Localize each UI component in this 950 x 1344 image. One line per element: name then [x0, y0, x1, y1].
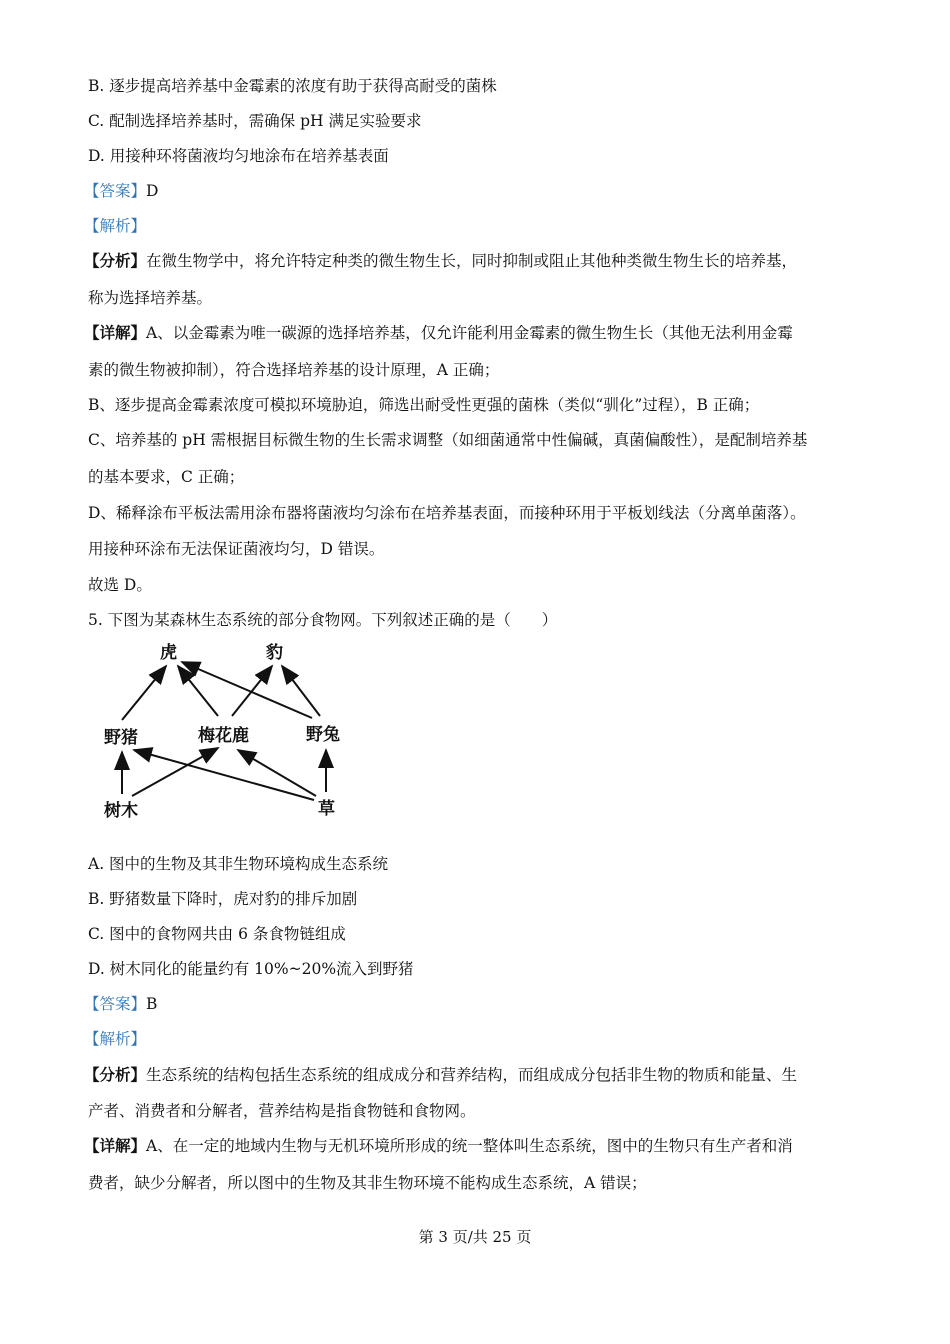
food-web-diagram	[95, 635, 375, 825]
detail-text: A、在一定的地域内生物与无机环境所形成的统一整体叫生态系统，图中的生物只有生产者和消	[146, 1137, 793, 1155]
q4-detail-line: 用接种环涂布无法保证菌液均匀，D 错误。	[88, 540, 385, 558]
answer-value: D	[146, 182, 159, 200]
node-rabbit: 野兔	[306, 725, 340, 745]
q4-option-b: B. 逐步提高培养基中金霉素的浓度有助于获得高耐受的菌株	[88, 77, 497, 95]
q5-analysis-line: 产者、消费者和分解者，营养结构是指食物链和食物网。	[88, 1102, 476, 1120]
q5-option-c: C. 图中的食物网共由 6 条食物链组成	[88, 925, 346, 943]
q5-option-b: B. 野猪数量下降时，虎对豹的排斥加剧	[88, 890, 358, 908]
q4-answer	[84, 181, 158, 201]
node-leopard: 豹	[266, 643, 283, 663]
node-deer: 梅花鹿	[198, 726, 249, 746]
analysis-label: 【分析】	[84, 1065, 147, 1084]
arrow-deer-leopard	[232, 666, 272, 716]
q5-detail	[84, 1136, 793, 1156]
analysis-label: 【分析】	[84, 251, 147, 270]
q4-analysis-line: 称为选择培养基。	[88, 289, 213, 307]
q4-detail-line: D、稀释涂布平板法需用涂布器将菌液均匀涂布在培养基表面，而接种环用于平板划线法（分离单菌落）。	[88, 504, 806, 522]
arrow-deer-tiger	[178, 666, 218, 716]
analysis-text: 生态系统的结构包括生态系统的组成成分和营养结构，而组成成分包括非生物的物质和能量、生	[146, 1066, 798, 1084]
analysis-text: 在微生物学中，将允许特定种类的微生物生长，同时抑制或阻止其他种类微生物生长的培养基，	[146, 252, 798, 270]
answer-value: B	[146, 995, 158, 1013]
q5-option-d: D. 树木同化的能量约有 10%~20%流入到野猪	[88, 960, 414, 978]
node-tree: 树木	[104, 801, 138, 821]
answer-label: 【答案】	[84, 995, 147, 1013]
q4-option-c: C. 配制选择培养基时，需确保 pH 满足实验要求	[88, 112, 422, 130]
q4-option-d: D. 用接种环将菌液均匀地涂布在培养基表面	[88, 147, 389, 165]
q5-jiexi-label: 【解析】	[84, 1030, 147, 1048]
q4-jiexi-label: 【解析】	[84, 217, 147, 235]
arrow-grass-boar	[134, 750, 314, 800]
arrow-rabbit-tiger	[182, 662, 312, 718]
arrow-boar-tiger	[122, 666, 166, 720]
q5-analysis	[84, 1065, 797, 1085]
node-tiger: 虎	[160, 643, 177, 663]
q4-analysis	[84, 251, 797, 271]
q4-detail-line: C、培养基的 pH 需根据目标微生物的生长需求调整（如细菌通常中性偏碱，真菌偏酸性），是配制培养基	[88, 431, 808, 449]
q5-option-a: A. 图中的生物及其非生物环境构成生态系统	[88, 855, 389, 873]
q4-detail-line: 素的微生物被抑制），符合选择培养基的设计原理，A 正确；	[88, 361, 500, 379]
q5-stem: 5. 下图为某森林生态系统的部分食物网。下列叙述正确的是（ ）	[88, 611, 558, 629]
q4-detail-line: B、逐步提高金霉素浓度可模拟环境胁迫，筛选出耐受性更强的菌株（类似“驯化”过程），B 正确；	[88, 396, 760, 414]
detail-label: 【详解】	[84, 1136, 147, 1155]
q5-detail-line: 费者，缺少分解者，所以图中的生物及其非生物环境不能构成生态系统，A 错误；	[88, 1174, 647, 1192]
q4-conclusion: 故选 D。	[88, 576, 152, 594]
detail-label: 【详解】	[84, 323, 147, 342]
q5-answer	[84, 994, 157, 1014]
q4-detail-line: 的基本要求，C 正确；	[88, 468, 245, 486]
answer-label: 【答案】	[84, 182, 147, 200]
arrow-tree-deer	[132, 748, 218, 796]
q4-detail	[84, 323, 793, 343]
node-grass: 草	[318, 799, 335, 819]
detail-text: A、以金霉素为唯一碳源的选择培养基，仅允许能利用金霉素的微生物生长（其他无法利用金霉	[146, 324, 793, 342]
page-footer: 第 3 页/共 25 页	[418, 1228, 532, 1246]
node-boar: 野猪	[104, 728, 138, 748]
